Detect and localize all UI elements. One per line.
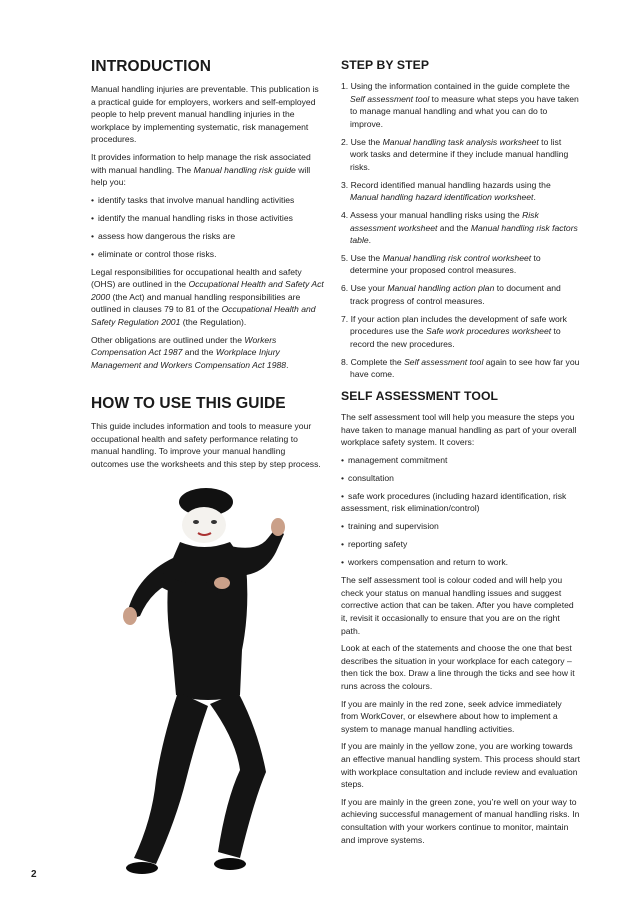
step-item: 3. Record identified manual handling hazards using the Manual handling hazard identification worksheet.	[341, 179, 551, 203]
list-item: • identify the manual handling risks in those activities	[91, 212, 324, 225]
list-item: • workers compensation and return to work.	[341, 556, 581, 569]
list-item: • safe work procedures (including hazard identification, risk assessment, risk elimination/control)	[341, 490, 581, 515]
page-number: 2	[31, 869, 37, 880]
list-item: • assess how dangerous the risks are	[91, 230, 324, 243]
sat-paragraph-1: The self assessment tool will help you measure the steps you have taken to manage manual handling as part of your overall workplace safety system. It covers:	[341, 412, 577, 448]
step-item: 6. Use your Manual handling action plan to document and track progress of control measures.	[341, 283, 561, 306]
self-assessment-section	[341, 389, 581, 851]
sat-paragraph-3: Look at each of the statements and choose the one that best describes the situation in your workplace for each category – then tick the box. Draw a line through the ticks and see how it runs across the colours.	[341, 643, 575, 692]
list-item: • identify tasks that involve manual handling activities	[91, 194, 324, 207]
how-to-use-paragraph: This guide includes information and tools to measure your occupational health and safety performance relating to manual handling. To improve your manual handling outcomes use the worksheets and this step by step process.	[91, 421, 321, 469]
how-to-use-heading: HOW TO USE THIS GUIDE	[91, 395, 286, 412]
intro-paragraph-4: Other obligations are outlined under the Workers Compensation Act 1987 and the Workplace Injury Management and Workers Compensation Act 1988.	[91, 334, 289, 370]
introduction-heading: INTRODUCTION	[91, 58, 212, 75]
steps-list	[341, 80, 581, 381]
list-item: • reporting safety	[341, 538, 581, 551]
sat-paragraph-2: The self assessment tool is colour coded and will help you check your status on manual handling issues and suggest corrective action that can be taken. After you have completed it, revisit it occasionally to ensure that you are on the right path.	[341, 575, 574, 636]
self-assessment-heading: SELF ASSESSMENT TOOL	[341, 389, 499, 403]
step-item: 8. Complete the Self assessment tool again to see how far you have come.	[341, 356, 580, 380]
step-item: 7. If your action plan includes the development of safe work procedures use the Safe work procedures worksheet to record the new procedures.	[341, 313, 567, 349]
sat-paragraph-5: If you are mainly in the yellow zone, you are working towards an effective manual handling system. This process should start with workplace consultation and include review and evaluation steps.	[341, 741, 581, 790]
list-item: • management commitment	[341, 454, 581, 467]
intro-paragraph-1: Manual handling injuries are preventable. This publication is a practical guide for employers, workers and self-employed people to help prevent manual handling injuries in the workplace by implementing systematic, risk management procedures.	[91, 84, 319, 145]
step-item: 1. Using the information contained in the guide complete the Self assessment tool to measure what steps you have taken to manage manual handling and what you can do to improve.	[341, 81, 579, 129]
intro-paragraph-3: Legal responsibilities for occupational health and safety (OHS) are outlined in the Occupational Health and Safety Act 2000 (the Act) and manual handling responsibilities are outlined in clauses 79 to 81 of the Occupational Health and Safety Regulation 2001 (the Regulation).	[91, 266, 324, 328]
sat-bullet-list	[341, 454, 581, 569]
step-item: 4. Assess your manual handling risks using the Risk assessment worksheet and the Manual handling risk factors table.	[341, 209, 578, 246]
how-to-use-section	[91, 395, 324, 475]
list-item: • consultation	[341, 472, 581, 485]
sat-paragraph-6: If you are mainly in the green zone, you’re well on your way to achieving successful management of manual handling risks. In consultation with your workers continue to monitor, maintain and improve systems.	[341, 796, 580, 845]
step-item: 2. Use the Manual handling task analysis worksheet to list work tasks and determine if they include manual handling risks.	[341, 136, 569, 172]
step-item: 5. Use the Manual handling risk control worksheet to determine your proposed control measures.	[341, 252, 541, 276]
list-item: • eliminate or control those risks.	[91, 248, 324, 261]
mime-figure-image	[118, 480, 318, 885]
intro-bullet-list	[91, 194, 324, 261]
step-by-step-section	[341, 58, 581, 386]
list-item: • training and supervision	[341, 520, 581, 533]
step-by-step-heading: STEP BY STEP	[341, 58, 430, 72]
sat-paragraph-4: If you are mainly in the red zone, seek advice immediately from WorkCover, or elsewhere about how to implement a system to manage manual handling activities.	[341, 698, 562, 734]
introduction-section	[91, 58, 324, 376]
intro-paragraph-2: It provides information to help manage the risk associated with manual handling. The Manual handling risk guide will help you:	[91, 151, 311, 188]
